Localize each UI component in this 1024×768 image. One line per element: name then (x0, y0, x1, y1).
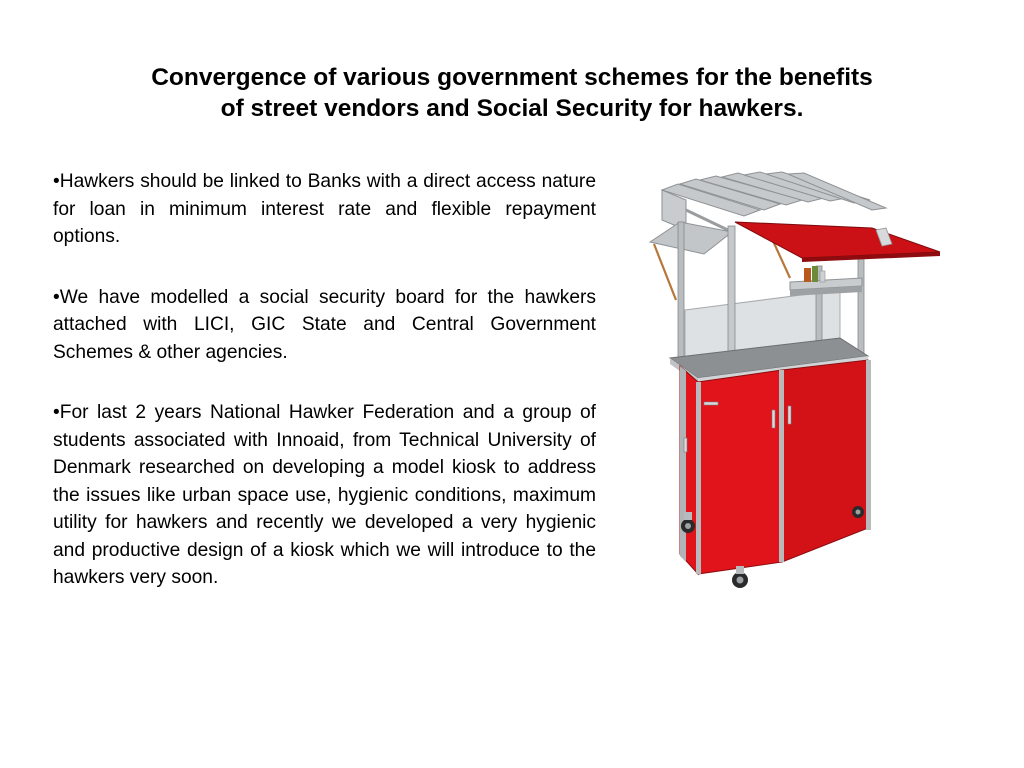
kiosk-cart-image (640, 170, 950, 600)
title-line-1: Convergence of various government schemes for the benefits (151, 64, 873, 91)
slide-title (60, 62, 964, 124)
bullet-model-kiosk: •For last 2 years National Hawker Federation and a group of students associated with Innoaid, from Technical University of Denmark researched on developing a model kiosk to address the issues like urban space use, hygienic conditions, maximum utility for hawkers and recently we developed a very hygienic and productive design of a kiosk which we will introduce to the hawkers very soon. (53, 402, 596, 588)
bullet-list (53, 168, 596, 625)
bullet-social-security: •We have modelled a social security board for the hawkers attached with LICI, GIC State and Central Government Schemes & other agencies. (53, 286, 596, 363)
bullet-bank-linkage: •Hawkers should be linked to Banks with a direct access nature for loan in minimum interest rate and flexible repayment options. (53, 171, 596, 247)
title-line-2: of street vendors and Social Security for hawkers. (220, 95, 804, 122)
